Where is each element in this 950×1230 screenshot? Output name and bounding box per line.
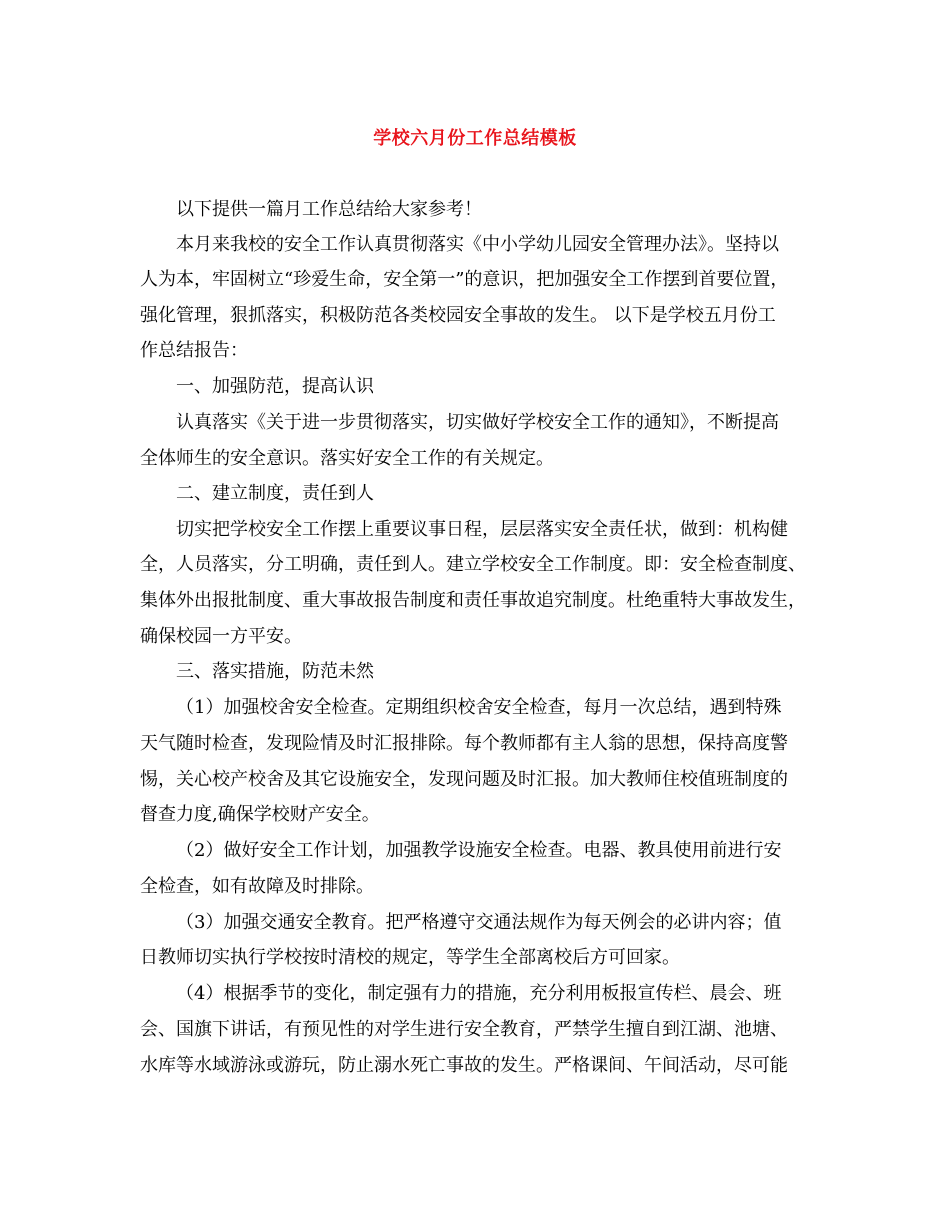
text-line: 全，人员落实，分工明确，责任到人。建立学校安全工作制度。即：安全检查制度、 xyxy=(140,554,806,575)
text-line: （2）做好安全工作计划，加强教学设施安全检查。电器、教具使用前进行安 xyxy=(176,840,782,861)
text-line: 确保校园一方平安。 xyxy=(140,626,302,647)
text-line: 惕，关心校产校舍及其它设施安全，发现问题及时汇报。加大教师住校值班制度的 xyxy=(140,769,788,790)
section-heading: 二、建立制度，责任到人 xyxy=(176,483,374,504)
text-line: 全检查，如有故障及时排除。 xyxy=(140,876,374,897)
text-line: 以下提供一篇月工作总结给大家参考！ xyxy=(176,199,482,220)
text-line: 强化管理，狠抓落实，积极防范各类校园安全事故的发生。 以下是学校五月份工 xyxy=(140,305,776,326)
text-line: （1）加强校舍安全检查。定期组织校舍安全检查，每月一次总结，遇到特殊 xyxy=(176,697,782,718)
text-line: 会、国旗下讲话，有预见性的对学生进行安全教育，严禁学生擅自到江湖、池塘、 xyxy=(140,1019,788,1040)
text-line: 天气随时检查，发现险情及时汇报排除。每个教师都有主人翁的思想，保持高度警 xyxy=(140,733,788,754)
section-heading: 三、落实措施，防范未然 xyxy=(176,661,374,682)
text-line: （4）根据季节的变化，制定强有力的措施，充分利用板报宣传栏、晨会、班 xyxy=(176,983,782,1004)
text-line: 集体外出报批制度、重大事故报告制度和责任事故追究制度。杜绝重特大事故发生， xyxy=(140,590,806,611)
text-line: 全体师生的安全意识。落实好安全工作的有关规定。 xyxy=(140,448,554,469)
section-heading: 一、加强防范，提高认识 xyxy=(176,376,374,397)
text-line: 作总结报告： xyxy=(140,340,248,361)
text-line: 切实把学校安全工作摆上重要议事日程，层层落实安全责任状，做到：机构健 xyxy=(176,519,788,540)
text-line: （3）加强交通安全教育。把严格遵守交通法规作为每天例会的必讲内容；值 xyxy=(176,912,782,933)
text-line: 认真落实《关于进一步贯彻落实，切实做好学校安全工作的通知》，不断提高 xyxy=(176,412,779,433)
document-title: 学校六月份工作总结模板 xyxy=(373,128,577,149)
text-line: 水库等水域游泳或游玩，防止溺水死亡事故的发生。严格课间、午间活动，尽可能 xyxy=(140,1055,788,1076)
text-line: 本月来我校的安全工作认真贯彻落实《中小学幼儿园安全管理办法》。坚持以 xyxy=(176,234,779,255)
text-line: 人为本，牢固树立“珍爱生命，安全第一”的意识，把加强安全工作摆到首要位置， xyxy=(140,269,789,290)
text-line: 日教师切实执行学校按时清校的规定，等学生全部离校后方可回家。 xyxy=(140,947,680,968)
text-line: 督查力度,确保学校财产安全。 xyxy=(140,804,380,825)
